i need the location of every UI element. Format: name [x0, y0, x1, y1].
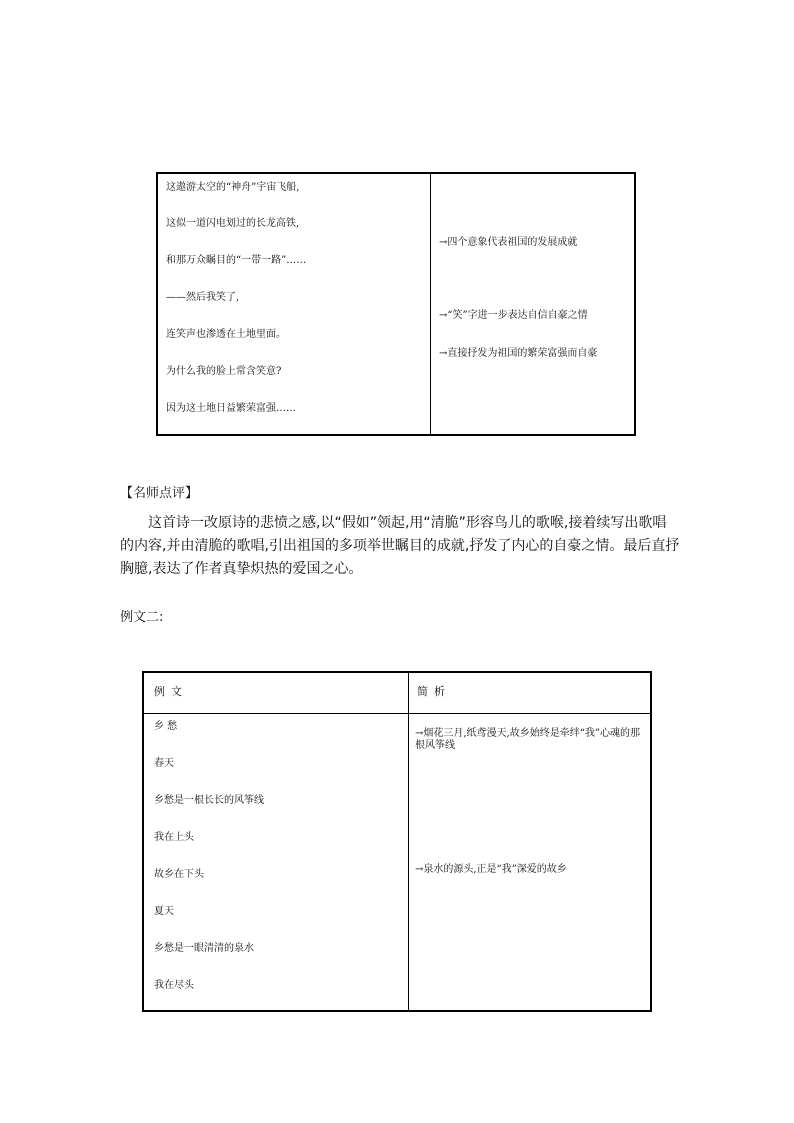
poem-line: 我在上头: [154, 832, 194, 843]
analysis-note: →泉水的源头,正是“我”深爱的故乡: [415, 864, 567, 875]
poem-line: ——然后我笑了,: [166, 292, 240, 303]
example-two-label: 例文二:: [120, 610, 164, 625]
analysis-note: →直接抒发为祖国的繁荣富强而自豪: [439, 348, 598, 359]
analysis-note: →“笑”字进一步表达自信自豪之情: [439, 310, 588, 321]
poem-line: 为什么我的脸上常含笑意?: [166, 366, 282, 377]
poem-line: 这似一道闪电划过的长龙高铁,: [166, 218, 300, 229]
poem-analysis-table-1: [156, 172, 636, 436]
analysis-note: →四个意象代表祖国的发展成就: [439, 237, 578, 248]
review-paragraph: 这首诗一改原诗的悲愤之感,以“假如”领起,用“清脆”形容鸟儿的歌喉,接着续写出歌唱的内容,并由清脆的歌唱,引出祖国的多项举世瞩目的成就,抒发了内心的自豪之情。最后直抒胸臆,表达了作者真挚炽热的爱国之心。: [120, 515, 680, 577]
review-heading: 【名师点评】: [120, 486, 199, 501]
analysis-note: →烟花三月,纸鸢漫天,故乡始终是牵绊“我”心魂的那根风筝线: [415, 728, 640, 751]
analysis-column: [431, 174, 634, 434]
poem-line: 连笑声也渗透在土地里面。: [166, 329, 286, 340]
header-example: 例文: [154, 685, 188, 698]
poem-line: 夏天: [154, 906, 174, 917]
table-header-row: [144, 673, 650, 714]
poem-text-column: [158, 174, 431, 434]
poem-line: 乡愁是一根长长的风筝线: [154, 795, 264, 806]
poem-line: 因为这土地日益繁荣富强……: [166, 403, 296, 414]
poem-line: 和那万众瞩目的“一带一路”……: [166, 255, 307, 266]
poem-line: 这遨游太空的“神舟”宇宙飞船,: [166, 182, 300, 193]
poem-line: 乡 愁: [154, 721, 178, 732]
header-analysis: 简析: [417, 685, 451, 698]
poem-line: 故乡在下头: [154, 869, 204, 880]
poem-line: 乡愁是一眼清清的泉水: [154, 943, 254, 954]
poem-line: 春天: [154, 758, 174, 769]
poem-line: 我在尽头: [154, 980, 194, 991]
column-divider: [408, 673, 409, 1010]
poem-analysis-table-2: [142, 671, 652, 1012]
